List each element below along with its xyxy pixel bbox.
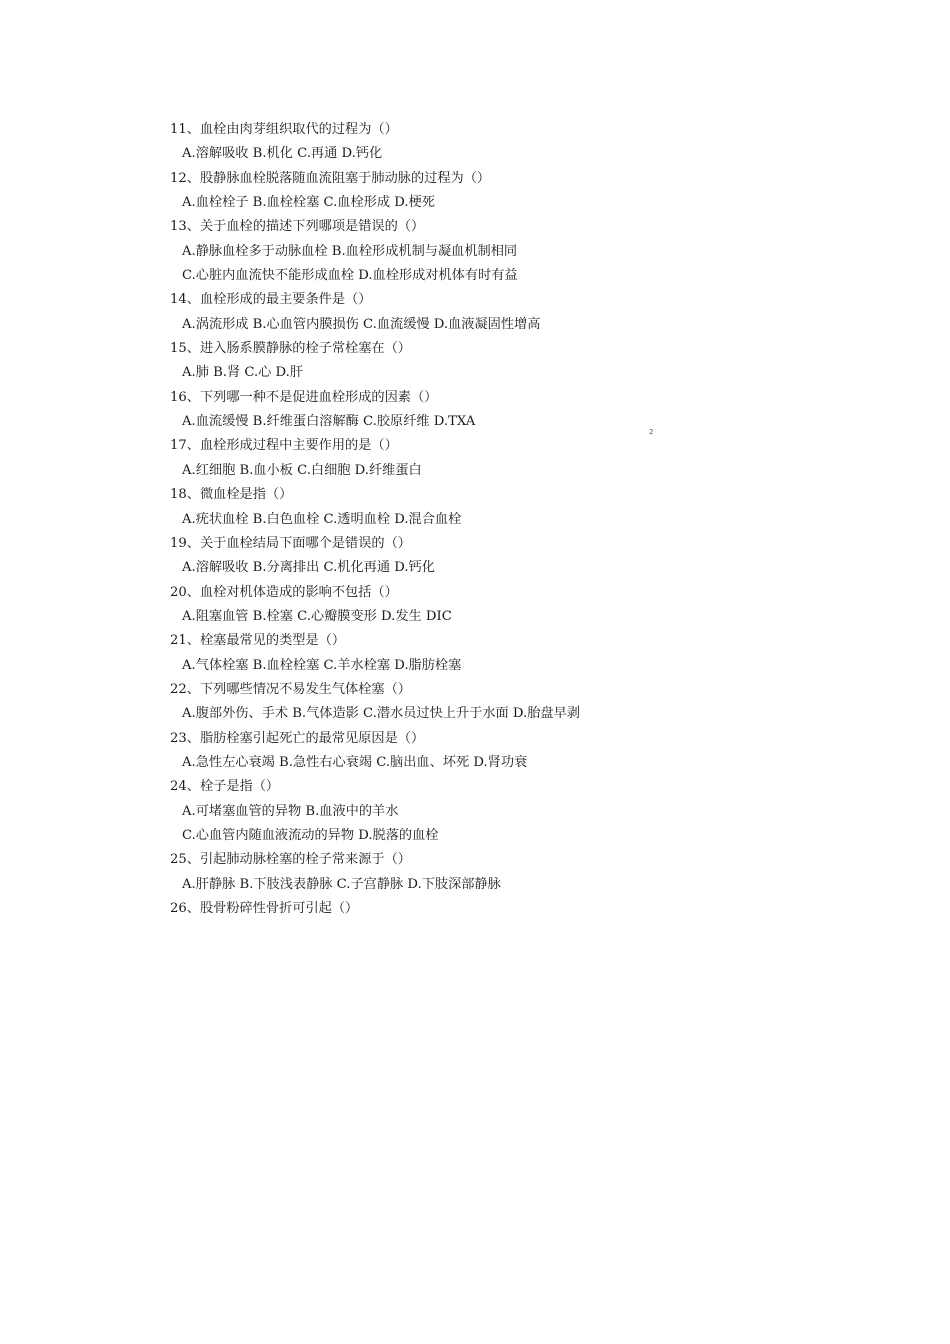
question-15-options: A.肺 B.肾 C.心 D.肝 (182, 365, 304, 381)
question-21-options: A.气体栓塞 B.血栓栓塞 C.羊水栓塞 D.脂肪栓塞 (182, 657, 462, 673)
question-14: 14、血栓形成的最主要条件是（） (170, 292, 372, 308)
question-18-options: A.疣状血栓 B.白色血栓 C.透明血栓 D.混合血栓 (182, 511, 462, 527)
question-24-options-ab: A.可堵塞血管的异物 B.血液中的羊水 (182, 803, 399, 819)
question-17-options: A.红细胞 B.血小板 C.白细胞 D.纤维蛋白 (182, 462, 422, 478)
question-13-options-cd: C.心脏内血流快不能形成血栓 D.血栓形成对机体有时有益 (182, 268, 518, 284)
question-13: 13、关于血栓的描述下列哪项是错误的（） (170, 219, 425, 235)
page-number: 2 (649, 428, 654, 436)
question-11: 11、血栓由肉芽组织取代的过程为（） (170, 122, 398, 137)
question-25: 25、引起肺动脉栓塞的栓子常来源于（） (170, 852, 411, 868)
question-23-options: A.急性左心衰竭 B.急性右心衰竭 C.脑出血、坏死 D.肾功衰 (182, 754, 528, 770)
question-19: 19、关于血栓结局下面哪个是错误的（） (170, 535, 411, 551)
question-20: 20、血栓对机体造成的影响不包括（） (170, 584, 398, 600)
question-13-options-ab: A.静脉血栓多于动脉血栓 B.血栓形成机制与凝血机制相同 (182, 243, 518, 259)
question-23: 23、脂肪栓塞引起死亡的最常见原因是（） (170, 730, 425, 746)
question-19-options: A.溶解吸收 B.分离排出 C.机化再通 D.钙化 (182, 560, 435, 576)
question-12: 12、股静脉血栓脱落随血流阻塞于肺动脉的过程为（） (170, 170, 491, 186)
question-25-options: A.肝静脉 B.下肢浅表静脉 C.子宫静脉 D.下肢深部静脉 (182, 876, 501, 892)
question-14-options: A.涡流形成 B.心血管内膜损伤 C.血流缓慢 D.血液凝固性增高 (182, 316, 541, 332)
question-16: 16、下列哪一种不是促进血栓形成的因素（） (170, 389, 438, 405)
question-list (170, 118, 810, 921)
question-24-options-cd: C.心血管内随血液流动的异物 D.脱落的血栓 (182, 827, 439, 843)
question-18: 18、微血栓是指（） (170, 487, 293, 503)
question-22: 22、下列哪些情况不易发生气体栓塞（） (170, 681, 411, 697)
question-11-options: A.溶解吸收 B.机化 C.再通 D.钙化 (182, 146, 383, 162)
question-17: 17、血栓形成过程中主要作用的是（） (170, 438, 398, 454)
question-26: 26、股骨粉碎性骨折可引起（） (170, 901, 359, 916)
question-12-options: A.血栓栓子 B.血栓栓塞 C.血栓形成 D.梗死 (182, 195, 435, 211)
question-22-options: A.腹部外伤、手术 B.气体造影 C.潜水员过快上升于水面 D.胎盘早剥 (182, 706, 580, 722)
question-20-options: A.阻塞血管 B.栓塞 C.心瓣膜变形 D.发生 DIC (182, 608, 452, 624)
question-24: 24、栓子是指（） (170, 779, 280, 795)
question-21: 21、栓塞最常见的类型是（） (170, 633, 346, 649)
question-16-options: A.血流缓慢 B.纤维蛋白溶解酶 C.胶原纤维 D.TXA (182, 414, 476, 430)
question-15: 15、进入肠系膜静脉的栓子常栓塞在（） (170, 341, 411, 357)
